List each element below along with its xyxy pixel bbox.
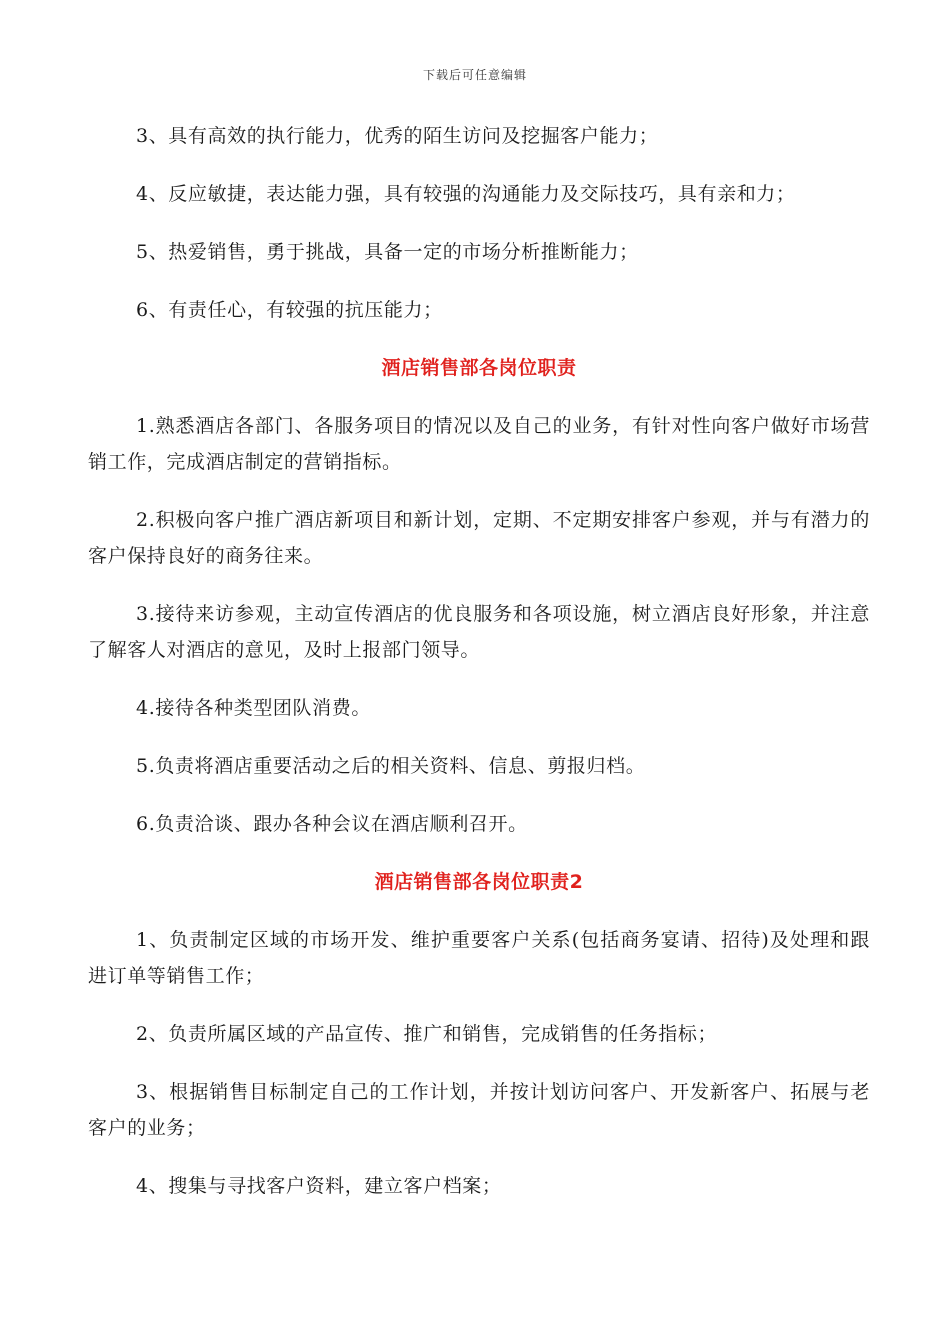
intro-item-4: 4、反应敏捷，表达能力强，具有较强的沟通能力及交际技巧，具有亲和力； [136, 183, 796, 205]
duty2-item-1: 1、负责制定区域的市场开发、维护重要客户关系(包括商务宴请、招待)及处理和跟进订单等销售工作； [88, 929, 870, 987]
duty-item-4: 4.接待各种类型团队消费。 [136, 697, 371, 719]
section-heading-1: 酒店销售部各岗位职责 [381, 357, 577, 379]
duty-item-1: 1.熟悉酒店各部门、各服务项目的情况以及自己的业务，有针对性向客户做好市场营销工作，完成酒店制定的营销指标。 [88, 415, 870, 473]
duty-item-5: 5.负责将酒店重要活动之后的相关资料、信息、剪报归档。 [136, 755, 646, 777]
duty2-item-2: 2、负责所属区域的产品宣传、推广和销售，完成销售的任务指标； [136, 1023, 718, 1045]
duty-item-6: 6.负责洽谈、跟办各种会议在酒店顺利召开。 [136, 813, 528, 835]
download-note: 下载后可任意编辑 [422, 68, 527, 82]
duty-item-3: 3.接待来访参观，主动宣传酒店的优良服务和各项设施，树立酒店良好形象，并注意了解客人对酒店的意见，及时上报部门领导。 [88, 603, 870, 661]
duty-item-2: 2.积极向客户推广酒店新项目和新计划，定期、不定期安排客户参观，并与有潜力的客户保持良好的商务往来。 [88, 509, 870, 567]
intro-item-6: 6、有责任心，有较强的抗压能力； [136, 299, 443, 321]
duty2-item-3: 3、根据销售目标制定自己的工作计划，并按计划访问客户、开发新客户、拓展与老客户的业务； [88, 1081, 870, 1139]
intro-item-3: 3、具有高效的执行能力，优秀的陌生访问及挖掘客户能力； [136, 125, 659, 147]
intro-item-5: 5、热爱销售，勇于挑战，具备一定的市场分析推断能力； [136, 241, 639, 263]
duty2-item-4: 4、搜集与寻找客户资料，建立客户档案； [136, 1175, 502, 1197]
section-heading-2: 酒店销售部各岗位职责2 [374, 871, 584, 893]
document-body [88, 118, 870, 1204]
